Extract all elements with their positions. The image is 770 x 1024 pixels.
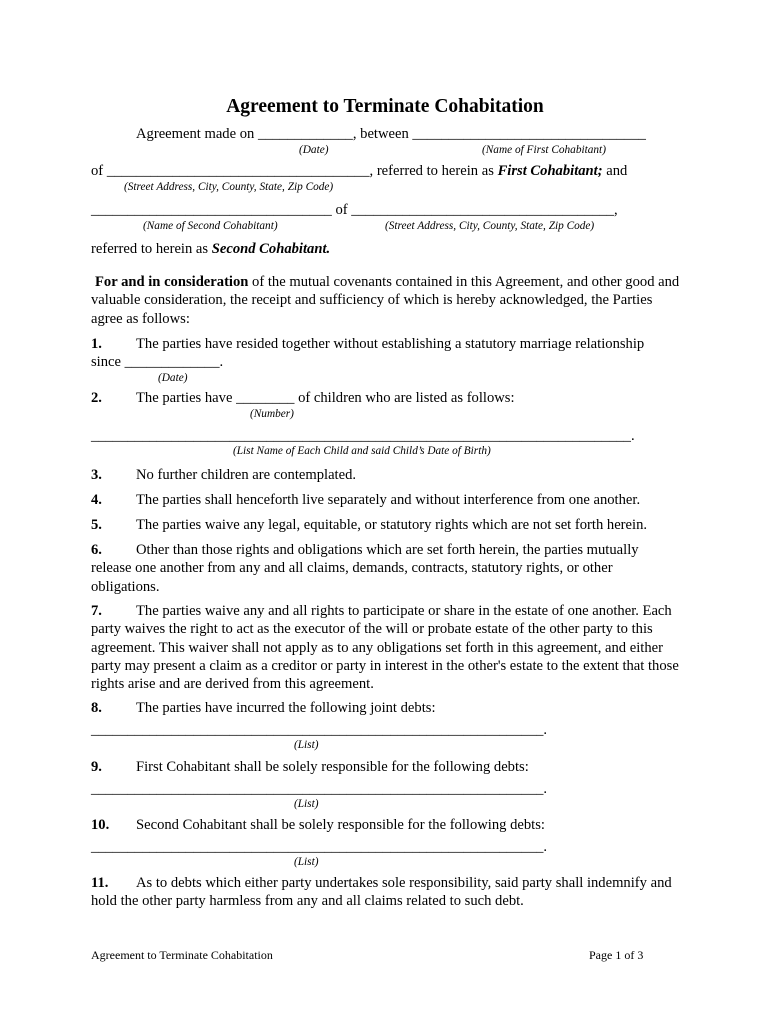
clause-10-number: 10. [91, 817, 110, 833]
clause-3-text: No further children are contemplated. [136, 467, 357, 483]
clause-3 [91, 466, 356, 484]
between-text: , between [352, 126, 409, 142]
clause-5-number: 5. [91, 517, 102, 533]
first-address-caption: (Street Address, City, County, State, Zip Code) [124, 181, 334, 193]
agreement-made-on-text: Agreement made on [136, 126, 255, 142]
second-cohabitant-term: Second Cohabitant. [211, 241, 331, 257]
joint-debts-caption: (List) [294, 739, 319, 751]
clause-2-number-caption: (Number) [250, 408, 294, 420]
second-cohabitant-name-caption: (Name of Second Cohabitant) [143, 220, 278, 232]
clause-11-text: As to debts which either party undertakes sole responsibility, said party shall indemnify and hold the other party harmless from any and all claims related to such debt. [91, 875, 672, 910]
clause-8 [91, 699, 436, 717]
clause-7 [91, 602, 681, 693]
footer-title: Agreement to Terminate Cohabitation [91, 948, 273, 962]
clause-7-text: The parties waive any and all rights to participate or share in the estate of one another. Each party waives the right to act as the executor of the will or probate estate of the other party to this agreement. This waiver shall not apply as to any obligations set forth in this agreement, and either party may present a claim as a creditor or party in interest in the other's estate to the extent that those rights arise and are derived from this agreement. [91, 603, 679, 693]
clause-10 [91, 816, 545, 834]
clause-2-text: The parties have ________ of children who are listed as follows: [136, 390, 515, 406]
referred-text: , referred to herein as [369, 163, 494, 179]
clause-8-number: 8. [91, 700, 102, 716]
clause-10-text: Second Cohabitant shall be solely responsible for the following debts: [136, 817, 545, 833]
first-debts-blank: ______________________________________________________________. [91, 781, 548, 797]
of-text-2: of [335, 202, 348, 218]
first-cohabitant-name-caption: (Name of First Cohabitant) [482, 144, 606, 156]
children-list-blank: __________________________________________________________________________. [91, 428, 635, 444]
referred-text-2: referred to herein as [91, 241, 209, 257]
clause-3-number: 3. [91, 467, 102, 483]
clause-7-number: 7. [91, 603, 102, 619]
clause-6 [91, 541, 681, 596]
clause-8-text: The parties have incurred the following joint debts: [136, 700, 436, 716]
page-number: Page 1 of 3 [589, 948, 644, 962]
second-cohabitant-line [91, 201, 618, 219]
clause-1-date-caption: (Date) [158, 372, 188, 384]
children-list-caption: (List Name of Each Child and said Child’s Date of Birth) [233, 445, 491, 457]
clause-1 [91, 335, 644, 353]
second-debts-blank: ______________________________________________________________. [91, 839, 548, 855]
clause-4-number: 4. [91, 492, 102, 508]
clause-11 [91, 874, 681, 911]
clause-4 [91, 491, 640, 509]
clause-9 [91, 758, 529, 776]
of-text: of [91, 163, 104, 179]
clause-5 [91, 516, 647, 534]
first-debts-caption: (List) [294, 798, 319, 810]
first-address-blank: ____________________________________ [106, 163, 370, 179]
clause-2-number: 2. [91, 390, 102, 406]
first-cohabitant-name-blank: ________________________________ [412, 126, 646, 142]
second-debts-caption: (List) [294, 856, 319, 868]
second-address-caption: (Street Address, City, County, State, Zip Code) [385, 220, 595, 232]
clause-1-since: since _____________. [91, 354, 224, 370]
second-cohabitant-referred-line [91, 240, 330, 258]
clause-2 [91, 389, 515, 407]
and-text: and [606, 163, 628, 179]
clause-9-number: 9. [91, 759, 102, 775]
clause-6-number: 6. [91, 542, 102, 558]
consideration-lead: For and in consideration [95, 274, 249, 290]
comma-text: , [613, 202, 618, 218]
joint-debts-blank: ______________________________________________________________. [91, 722, 548, 738]
clause-5-text: The parties waive any legal, equitable, or statutory rights which are not set forth herein. [136, 517, 648, 533]
clause-9-text: First Cohabitant shall be solely responsible for the following debts: [136, 759, 529, 775]
second-address-blank: ____________________________________ [351, 202, 614, 218]
date-caption: (Date) [299, 144, 329, 156]
clause-1-text: The parties have resided together without establishing a statutory marriage relationship [136, 336, 645, 352]
clause-11-number: 11. [91, 875, 109, 891]
clause-1-number: 1. [91, 336, 102, 352]
first-cohabitant-address-line [91, 162, 627, 180]
document-title: Agreement to Terminate Cohabitation [226, 96, 544, 117]
consideration-paragraph [91, 273, 681, 328]
clause-4-text: The parties shall henceforth live separately and without interference from one another. [136, 492, 641, 508]
consideration-text: of the mutual covenants contained in this Agreement, and other good and valuable consideration, the receipt and sufficiency of which is hereby acknowledged, the Parties agree as follows: [91, 274, 680, 327]
second-cohabitant-name-blank: _________________________________ [91, 202, 332, 218]
date-blank: _____________ [257, 126, 353, 142]
clause-6-text: Other than those rights and obligations which are set forth herein, the parties mutually release one another from any and all claims, demands, contracts, statutory rights, or other obligations. [91, 542, 639, 595]
first-cohabitant-term: First Cohabitant; [497, 163, 603, 179]
agreement-date-line [136, 125, 646, 143]
